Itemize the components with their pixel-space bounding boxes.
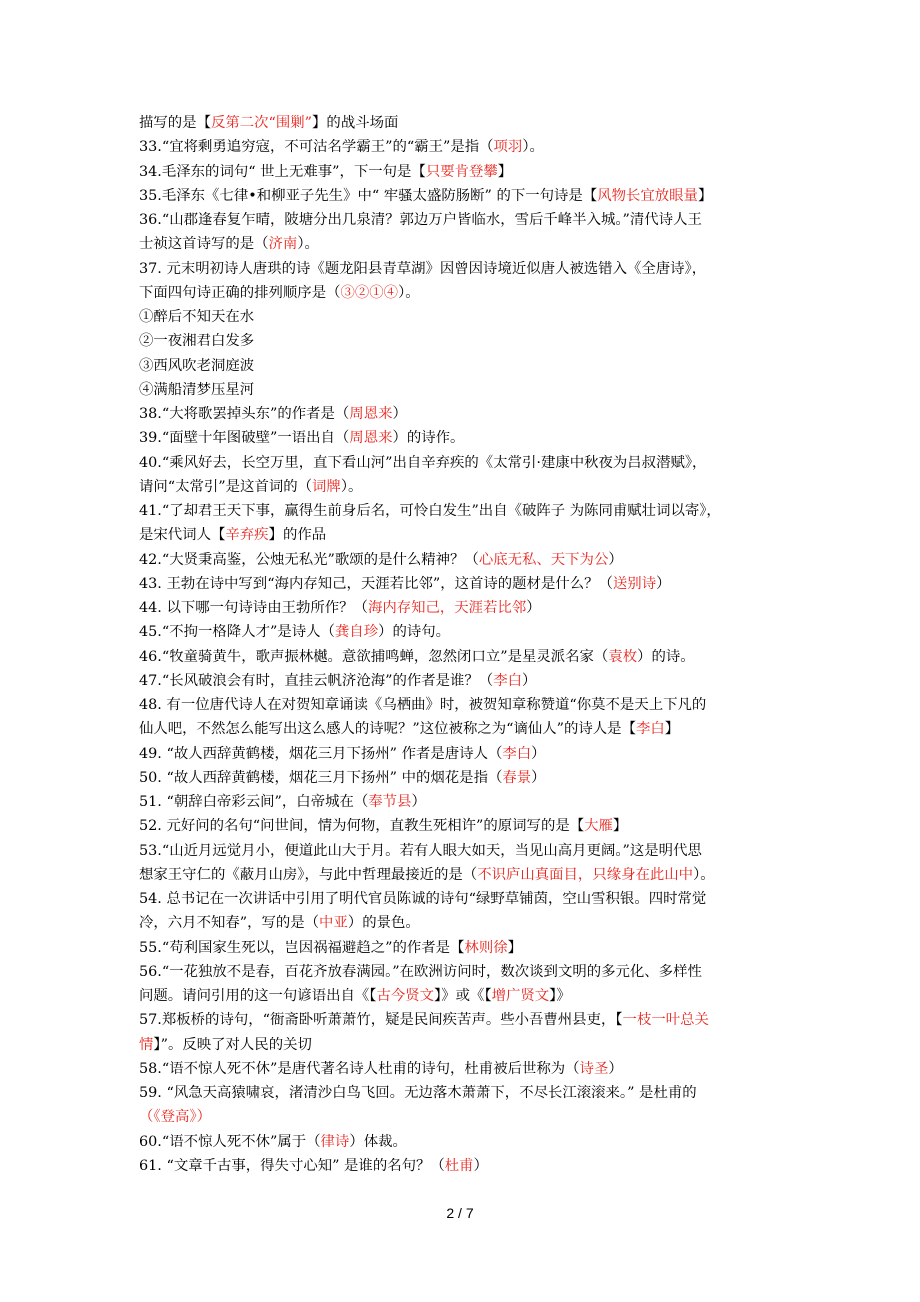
- text-line: [139, 378, 791, 402]
- text-line: [139, 305, 791, 329]
- question-text: 】”。反映了对人民的关切: [153, 1036, 312, 1053]
- text-line: [139, 839, 791, 863]
- text-line: [139, 208, 791, 232]
- question-text: ）: [392, 406, 407, 422]
- question-text: 请问“太常引”是这首词的（: [139, 478, 313, 495]
- text-line: [139, 911, 791, 935]
- question-text: ）的诗作。: [392, 430, 465, 447]
- question-text: 】: [664, 721, 680, 738]
- text-line: [139, 475, 791, 499]
- answer-text: 李白: [502, 745, 532, 762]
- text-line: [139, 281, 791, 305]
- text-line: [139, 1130, 791, 1154]
- question-text: 38.“大将歌罢掉头东”的作者是（: [139, 406, 350, 422]
- text-line: [139, 451, 791, 475]
- text-line: [139, 160, 791, 184]
- question-text: 40.“乘风好去，长空万里，直下看山河”出自辛弃疾的《太常引·建康中秋夜为吕叔潜赋》，: [139, 454, 707, 471]
- answer-text: 《登高》: [153, 1109, 197, 1126]
- question-text: ）。: [398, 284, 420, 301]
- text-line: [139, 329, 791, 353]
- text-line: [139, 354, 791, 378]
- question-text: 59. “风急天高猿啸哀，渚清沙白鸟飞回。无边落木萧萧下，不尽长江滚滚来。” 是杜甫的: [139, 1085, 697, 1101]
- question-text: 33.“宜将剩勇追穷寇，不可沽名学霸王”的“霸王”是指（: [139, 139, 494, 156]
- answer-text: 龚自珍: [334, 624, 379, 641]
- question-text: ）的诗。: [637, 648, 695, 665]
- answer-text: （: [139, 1109, 154, 1126]
- answer-text: 大雁: [584, 818, 613, 835]
- question-text: ）: [473, 1157, 488, 1174]
- text-line: [139, 135, 791, 159]
- answer-text: 只要肯登攀: [425, 163, 498, 180]
- text-line: [139, 887, 791, 911]
- question-text: 】: [697, 187, 713, 204]
- text-line: [139, 548, 791, 572]
- question-text: 47.“长风破浪会有时，直挂云帆济沧海”的作者是谁？（: [139, 672, 494, 689]
- text-line: [139, 936, 791, 960]
- question-text: ）。: [297, 236, 319, 253]
- question-text: 冷，六月不知春”，写的是（: [139, 915, 320, 932]
- answer-text: ）: [196, 1109, 211, 1126]
- answer-text: 辛弃疾: [225, 527, 269, 544]
- answer-text: 中亚: [319, 915, 348, 932]
- question-text: ）: [656, 575, 671, 592]
- question-text: 问题。请问引用的这一句谚语出自《【: [139, 988, 377, 1004]
- question-text: 44. 以下哪一句诗诗由王勃所作？（: [139, 600, 368, 616]
- question-text: 55.“苟利国家生死以，岂因祸福避趋之”的作者是【: [139, 939, 465, 956]
- question-text: 想家王守仁的《蔽月山房》，与此中哲理最接近的是（: [139, 866, 478, 883]
- question-text: 54. 总书记在一次讲话中引用了明代官员陈诚的诗句“绿野草铺茵，空山雪积银。四时常觉: [139, 891, 707, 907]
- question-text: 56.“一花独放不是春，百花齐放春满园。”在欧洲访问时，数次谈到文明的多元化、多样性: [139, 963, 702, 980]
- text-line: [139, 669, 791, 693]
- text-line: [139, 1105, 791, 1129]
- answer-text: 杜甫: [444, 1157, 474, 1174]
- text-line: [139, 1033, 791, 1057]
- text-line: [139, 111, 791, 135]
- question-text: ③西风吹老洞庭波: [139, 357, 255, 374]
- question-text: 50. “故人西辞黄鹤楼，烟花三月下扬州” 中的烟花是指（: [139, 769, 503, 786]
- answer-text: 周恩来: [349, 430, 393, 447]
- answer-text: 李白: [635, 721, 665, 738]
- question-text: 52. 元好问的名句“问世间，情为何物，直教生死相许”的原词写的是【: [139, 818, 585, 835]
- question-text: ②一夜湘君白发多: [139, 333, 255, 350]
- question-text: ）: [531, 745, 546, 762]
- question-text: 51. “朝辞白帝彩云间”，白帝城在（: [139, 794, 369, 810]
- text-line: [139, 499, 791, 523]
- question-text: 58.“语不惊人死不休”是唐代著名诗人杜甫的诗句，杜甫被后世称为（: [139, 1060, 580, 1077]
- question-text: 】》: [549, 988, 571, 1004]
- question-text: 49. “故人西辞黄鹤楼，烟花三月下扬州” 作者是唐诗人（: [139, 745, 503, 762]
- answer-text: 李白: [493, 672, 522, 689]
- question-text: 34.毛泽东的词句“ 世上无难事”，下一句是【: [139, 163, 426, 180]
- question-text: 下面四句诗正确的排列顺序是（: [139, 284, 341, 301]
- text-line: [139, 766, 791, 790]
- text-line: [139, 960, 791, 984]
- question-text: 士祯这首诗写的是（: [139, 236, 269, 253]
- question-text: 仙人吧，不然怎么能写出这么感人的诗呢？”这位被称之为“谪仙人”的诗人是【: [139, 721, 636, 738]
- text-line: [139, 1154, 791, 1178]
- question-text: 】》或《【: [434, 988, 492, 1004]
- question-text: 】的战斗场面: [312, 115, 399, 131]
- question-text: ）。: [693, 866, 715, 883]
- question-text: 53.“山近月远觉月小，便道此山大于月。若有人眼大如天，当见山高月更阔。”这是明代思: [139, 842, 702, 859]
- question-text: ）: [608, 1060, 623, 1077]
- answer-text: 增广贤文: [491, 988, 550, 1004]
- question-text: 37. 元末明初诗人唐珙的诗《题龙阳县青草湖》因曾因诗境近似唐人被选错入《全唐诗》，: [139, 260, 707, 277]
- question-text: 36.“山郡逢春复乍晴，陂塘分出几泉清？郭边万户皆临水，雪后千峰半入城。”清代诗人王: [139, 212, 702, 228]
- question-text: 46.“牧童骑黄牛，歌声振林樾。意欲捕鸣蝉，忽然闭口立”是星灵派名家（: [139, 648, 609, 665]
- question-text: ）的诗句。: [378, 624, 451, 641]
- question-text: 45.“不拘一格降人才”是诗人（: [139, 624, 335, 641]
- answer-text: 风物长宜放眼量: [597, 187, 698, 204]
- answer-text: 春景: [502, 769, 532, 786]
- text-line: [139, 984, 791, 1008]
- question-text: 描写的是【: [139, 115, 211, 131]
- text-line: [139, 232, 791, 256]
- text-line: [139, 523, 791, 547]
- text-line: [139, 1057, 791, 1081]
- text-line: [139, 693, 791, 717]
- text-line: [139, 402, 791, 426]
- question-text: ）: [531, 769, 546, 786]
- question-text: 48. 有一位唐代诗人在对贺知章诵读《乌栖曲》时，被贺知章称赞道“你莫不是天上下凡的: [139, 697, 707, 713]
- text-line: [139, 742, 791, 766]
- question-text: ）。: [522, 139, 544, 156]
- answer-text: 古今贤文: [376, 988, 435, 1004]
- question-text: ）。: [340, 478, 363, 495]
- question-text: ④满船清梦压星河: [139, 381, 255, 398]
- question-text: 57.郑板桥的诗句，“衙斋卧听萧萧竹，疑是民间疾苦声。些小吾曹州县吏，【: [139, 1012, 623, 1029]
- question-text: 】: [612, 818, 628, 835]
- question-text: 39.“面壁十年图破壁”一语出自（: [139, 430, 350, 447]
- question-text: 35.毛泽东《七律•和柳亚子先生》中“ 牢骚太盛防肠断” 的下一句诗是【: [139, 187, 598, 204]
- question-text: 43. 王勃在诗中写到“海内存知己，天涯若比邻”，这首诗的题材是什么？（: [139, 575, 613, 592]
- answer-text: 济南: [268, 236, 298, 253]
- text-line: [139, 596, 791, 620]
- answer-text: 律诗: [320, 1133, 350, 1150]
- question-text: 41.“了却君王天下事，赢得生前身后名，可怜白发生”出自《破阵子 为陈同甫赋壮词以寄》，: [139, 503, 721, 519]
- answer-text: 奉节县: [368, 794, 412, 810]
- question-text: ）: [411, 794, 426, 810]
- question-text: ）: [526, 600, 541, 616]
- answer-text: 词牌: [312, 478, 341, 495]
- question-text: 是宋代词人【: [139, 527, 226, 544]
- answer-text: 一枝一叶总关: [622, 1012, 709, 1029]
- answer-text: 反第二次“围剿”: [210, 115, 313, 131]
- question-text: 42.“大贤秉高鉴，公烛无私光”歌颂的是什么精神？（: [139, 551, 479, 568]
- answer-text: 项羽: [493, 139, 523, 156]
- answer-text: 不识庐山真面目，只缘身在此山中: [477, 866, 694, 883]
- text-line: [139, 1081, 791, 1105]
- text-line: [139, 863, 791, 887]
- question-text: 60.“语不惊人死不休”属于（: [139, 1133, 321, 1150]
- page-number: 2 / 7: [446, 1205, 474, 1221]
- question-text: ①醉后不知天在水: [139, 309, 255, 325]
- answer-text: ③②①④: [340, 284, 399, 301]
- text-line: [139, 257, 791, 281]
- question-text: 】: [497, 163, 513, 180]
- text-line: [139, 184, 791, 208]
- text-line: [139, 645, 791, 669]
- answer-text: 送别诗: [612, 575, 657, 592]
- text-line: [139, 717, 791, 741]
- answer-text: 情: [139, 1036, 154, 1053]
- answer-text: 海内存知己，天涯若比邻: [367, 600, 527, 616]
- question-text: ）的景色。: [347, 915, 420, 932]
- text-line: [139, 620, 791, 644]
- answer-text: 诗圣: [579, 1060, 609, 1077]
- question-text: ）体裁。: [349, 1133, 407, 1150]
- question-text: 】: [507, 939, 523, 956]
- text-line: [139, 572, 791, 596]
- question-text: 】的作品: [268, 527, 327, 544]
- text-line: [139, 790, 791, 814]
- text-line: [139, 426, 791, 450]
- document-body: [139, 111, 791, 1178]
- answer-text: 心底无私、天下为公: [478, 551, 609, 568]
- answer-text: 林则徐: [464, 939, 508, 956]
- text-line: [139, 1008, 791, 1032]
- question-text: ）: [522, 672, 537, 689]
- question-text: ）: [608, 551, 623, 568]
- answer-text: 袁枚: [608, 648, 638, 665]
- question-text: 61. “文章千古事，得失寸心知” 是谁的名句？（: [139, 1157, 445, 1174]
- answer-text: 周恩来: [349, 406, 393, 422]
- text-line: [139, 814, 791, 838]
